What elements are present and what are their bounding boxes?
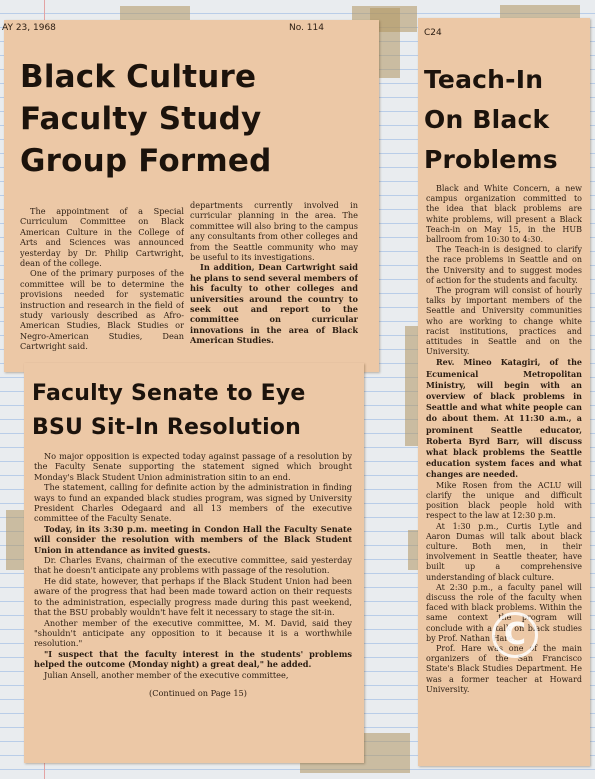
- bold-text: Today, in its 3:30 p.m. meeting in Condon Hall the Faculty Senate will consider the resolution with members of the Black Student Union in attendance as invited guests.: [34, 523, 352, 555]
- headline-line: On Black: [424, 105, 550, 134]
- article-paragraph: No major opposition is expected today against passage of a resolution by the Faculty Senate supporting the statement signed which brought Monday's Black Student Union administration sitin to an end.: [34, 451, 352, 482]
- article-paragraph: [34, 649, 352, 670]
- article-paragraph: The Teach-in is designed to clarify the race problems in Seattle and on the University and to suggest modes of action for the students and faculty.: [426, 245, 582, 285]
- article-paragraph: Mike Rosen from the ACLU will clarify the unique and difficult position black people hold with respect to the law at 12:30 p.m.: [426, 480, 582, 521]
- senate-article-body: [34, 451, 352, 757]
- clipping-date: AY 23, 1968: [2, 23, 56, 33]
- article-paragraph: [426, 357, 582, 480]
- article-paragraph: Julian Ansell, another member of the executive committee,: [44, 669, 289, 680]
- headline-faculty-study: [20, 56, 272, 182]
- headline-line: Black Culture: [20, 59, 257, 95]
- teach-in-article-body: [426, 184, 582, 762]
- headline-faculty-senate: [32, 377, 306, 445]
- page-code: C24: [424, 28, 442, 38]
- copyright-icon: C: [492, 612, 538, 658]
- article-paragraph: The statement, calling for definite action by the administration in finding ways to fund an expanded black studies program, was signed by University President Charles Odegaard and all 13 members of the executive committee of the Faculty Senate.: [34, 482, 352, 524]
- article-paragraph: One of the primary purposes of the committee will be to determine the provisions needed for systematic instruction and research in the field of study variously described as Afro-American Studies, Black Studies or Negro-American Studies, Dean Cartwright said.: [20, 268, 184, 352]
- article-paragraph: The program will consist of hourly talks by important members of the Seattle and University communities who are working to change white racist institutions, practices and attitudes in Seattle and on the University.: [426, 286, 582, 357]
- article-column-2: [190, 200, 358, 370]
- tape-strip: [6, 510, 26, 570]
- bold-text: Rev. Mineo Katagiri, of the Ecumenical Metropolitan Ministry, will begin with an overview of black problems in Seattle and what white people can do about them. At 11:30 a.m., a prominent Seattle educator, Roberta Byrd Barr, will discuss what black problems the Seattle education system faces and what changes are needed.: [426, 357, 582, 480]
- page-number: No. 114: [289, 23, 324, 33]
- article-paragraph: At 2:30 p.m., a faculty panel will discuss the role of the faculty when faced with black problems. Within the same context the program will conclude with a talk on black studies by Prof. Nathan Hare.: [426, 582, 582, 643]
- headline-line: Group Formed: [20, 143, 272, 179]
- headline-teach-in: [424, 60, 558, 180]
- article-paragraph: At 1:30 p.m., Curtis Lytle and Aaron Dumas will talk about black culture. Both men, in their involvement in Seattle theater, have built up a comprehensive understanding of black culture.: [426, 521, 582, 582]
- headline-line: Teach-In: [424, 65, 544, 94]
- article-paragraph: Prof. Hare was one of the main organizers of the San Francisco State's Black Studies Department. He was a former teacher at Howard University.: [426, 643, 582, 694]
- bold-text: In addition, Dean Cartwright said he plans to send several members of his faculty to other colleges and universities around the country to seek out and report to the committee on curricular innovations in the area of Black American Studies.: [190, 262, 358, 346]
- continued-note: (Continued on Page 15): [149, 687, 247, 698]
- article-paragraph: Another member of the executive committee, M. M. David, said they "shouldn't anticipate any opposition to it because it is a worthwhile resolution.": [34, 617, 352, 649]
- article-paragraph: [190, 262, 358, 345]
- article-paragraph: departments currently involved in curricular planning in the area. The committee will also bring to the campus any consultants from other colleges and from the Seattle community who may be useful to its investigations.: [190, 200, 358, 263]
- article-paragraph: Dr. Charles Evans, chairman of the executive committee, said yesterday that he doesn't anticipate any problems with passage of the resolution.: [34, 555, 352, 576]
- clipping-faculty-senate: [24, 363, 364, 763]
- article-paragraph: [34, 524, 352, 555]
- article-paragraph: The appointment of a Special Curriculum Committee on Black American Culture in the College of Arts and Sciences was announced yesterday by Dr. Philip Cartwright, dean of the college.: [20, 206, 184, 269]
- headline-line: Faculty Senate to Eye: [32, 381, 306, 406]
- bold-text: "I suspect that the faculty interest in the students' problems helped the outcome (Monday night) a great deal," he added.: [34, 648, 352, 670]
- headline-line: BSU Sit-In Resolution: [32, 415, 301, 440]
- headline-line: Faculty Study: [20, 101, 262, 137]
- clipping-faculty-study: [4, 20, 379, 372]
- article-paragraph: Black and White Concern, a new campus organization committed to the idea that black problems are white problems, will present a Black Teach-in on May 15, in the HUB ballroom from 10:30 to 4:30.: [426, 184, 582, 245]
- headline-line: Problems: [424, 145, 558, 174]
- article-paragraph: He did state, however, that perhaps if the Black Student Union had been aware of the progress that had been made toward action on their requests to the administration, especially progress made during this past weekend, that the BSU probably wouldn't have felt it necessary to stage the sit-in.: [34, 575, 352, 618]
- article-column-1: [20, 206, 184, 370]
